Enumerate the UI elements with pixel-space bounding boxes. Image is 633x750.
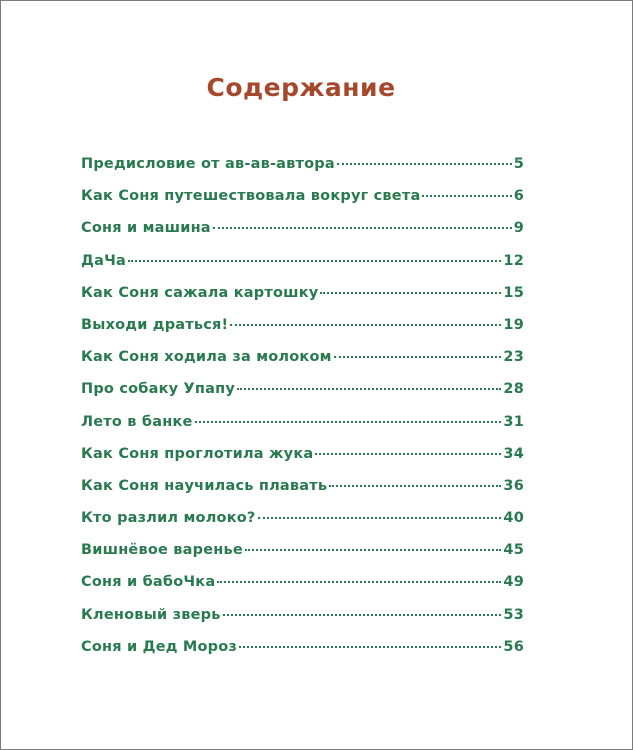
dot-leader: [329, 485, 501, 487]
toc-entry: [81, 478, 524, 510]
toc-entry-page: 49: [503, 574, 524, 591]
toc-entry: [81, 639, 524, 671]
toc-entry-title: Лето в банке: [81, 413, 193, 430]
toc-entry-page: 45: [503, 542, 524, 559]
toc-entry: [81, 317, 524, 349]
dot-leader: [217, 581, 501, 583]
toc-entry-title: Соня и бабоЧка: [81, 574, 216, 591]
toc-entry-title: Про собаку Упапу: [81, 381, 235, 398]
dot-leader: [337, 163, 512, 165]
dot-leader: [315, 453, 501, 455]
dot-leader: [128, 260, 501, 262]
toc-entry: [81, 349, 524, 381]
toc-entry-title: Выходи драться!: [81, 316, 229, 333]
table-of-contents: [81, 156, 524, 671]
dot-leader: [239, 646, 501, 648]
toc-entry-title: Кленовый зверь: [81, 606, 221, 623]
toc-entry-title: ДаЧа: [81, 252, 127, 269]
toc-entry: [81, 253, 524, 285]
toc-entry-page: 31: [503, 413, 524, 430]
page-title: Содержание: [206, 73, 396, 102]
dot-leader: [422, 195, 511, 197]
toc-entry: [81, 381, 524, 413]
toc-entry: [81, 220, 524, 252]
toc-entry-page: 12: [503, 252, 524, 269]
toc-entry-page: 36: [503, 477, 524, 494]
dot-leader: [223, 614, 502, 616]
toc-entry-page: 56: [503, 638, 524, 655]
toc-entry-title: Как Соня ходила за молоком: [81, 349, 332, 366]
toc-entry-page: 53: [503, 606, 524, 623]
toc-entry-page: 28: [503, 381, 524, 398]
toc-entry: [81, 446, 524, 478]
toc-entry-page: 23: [503, 349, 524, 366]
toc-entry-page: 40: [503, 510, 524, 527]
toc-entry-title: Вишнёвое варенье: [81, 542, 243, 559]
toc-entry-title: Как Соня путешествовала вокруг света: [81, 188, 421, 205]
toc-entry: [81, 188, 524, 220]
toc-entry: [81, 542, 524, 574]
toc-entry-page: 6: [513, 188, 524, 205]
dot-leader: [213, 227, 512, 229]
toc-entry-title: Как Соня сажала картошку: [81, 284, 319, 301]
toc-entry-title: Соня и Дед Мороз: [81, 638, 238, 655]
dot-leader: [245, 549, 502, 551]
dot-leader: [258, 517, 502, 519]
toc-entry-page: 15: [503, 284, 524, 301]
dot-leader: [320, 292, 501, 294]
dot-leader: [237, 388, 501, 390]
toc-entry: [81, 156, 524, 188]
toc-entry: [81, 285, 524, 317]
toc-entry-title: Как Соня проглотила жука: [81, 445, 314, 462]
toc-entry-title: Как Соня научилась плавать: [81, 477, 328, 494]
toc-entry-page: 34: [503, 445, 524, 462]
dot-leader: [230, 324, 501, 326]
toc-entry-title: Соня и машина: [81, 220, 211, 237]
toc-entry-page: 19: [503, 316, 524, 333]
toc-entry: [81, 574, 524, 606]
dot-leader: [195, 421, 502, 423]
toc-entry: [81, 414, 524, 446]
toc-entry-page: 5: [513, 156, 524, 172]
toc-entry: [81, 607, 524, 639]
dot-leader: [334, 356, 502, 358]
toc-entry-page: 9: [513, 220, 524, 237]
toc-entry: [81, 510, 524, 542]
toc-entry-title: Предисловие от ав-ав-автора: [81, 156, 335, 172]
toc-entry-title: Кто разлил молоко?: [81, 510, 256, 527]
